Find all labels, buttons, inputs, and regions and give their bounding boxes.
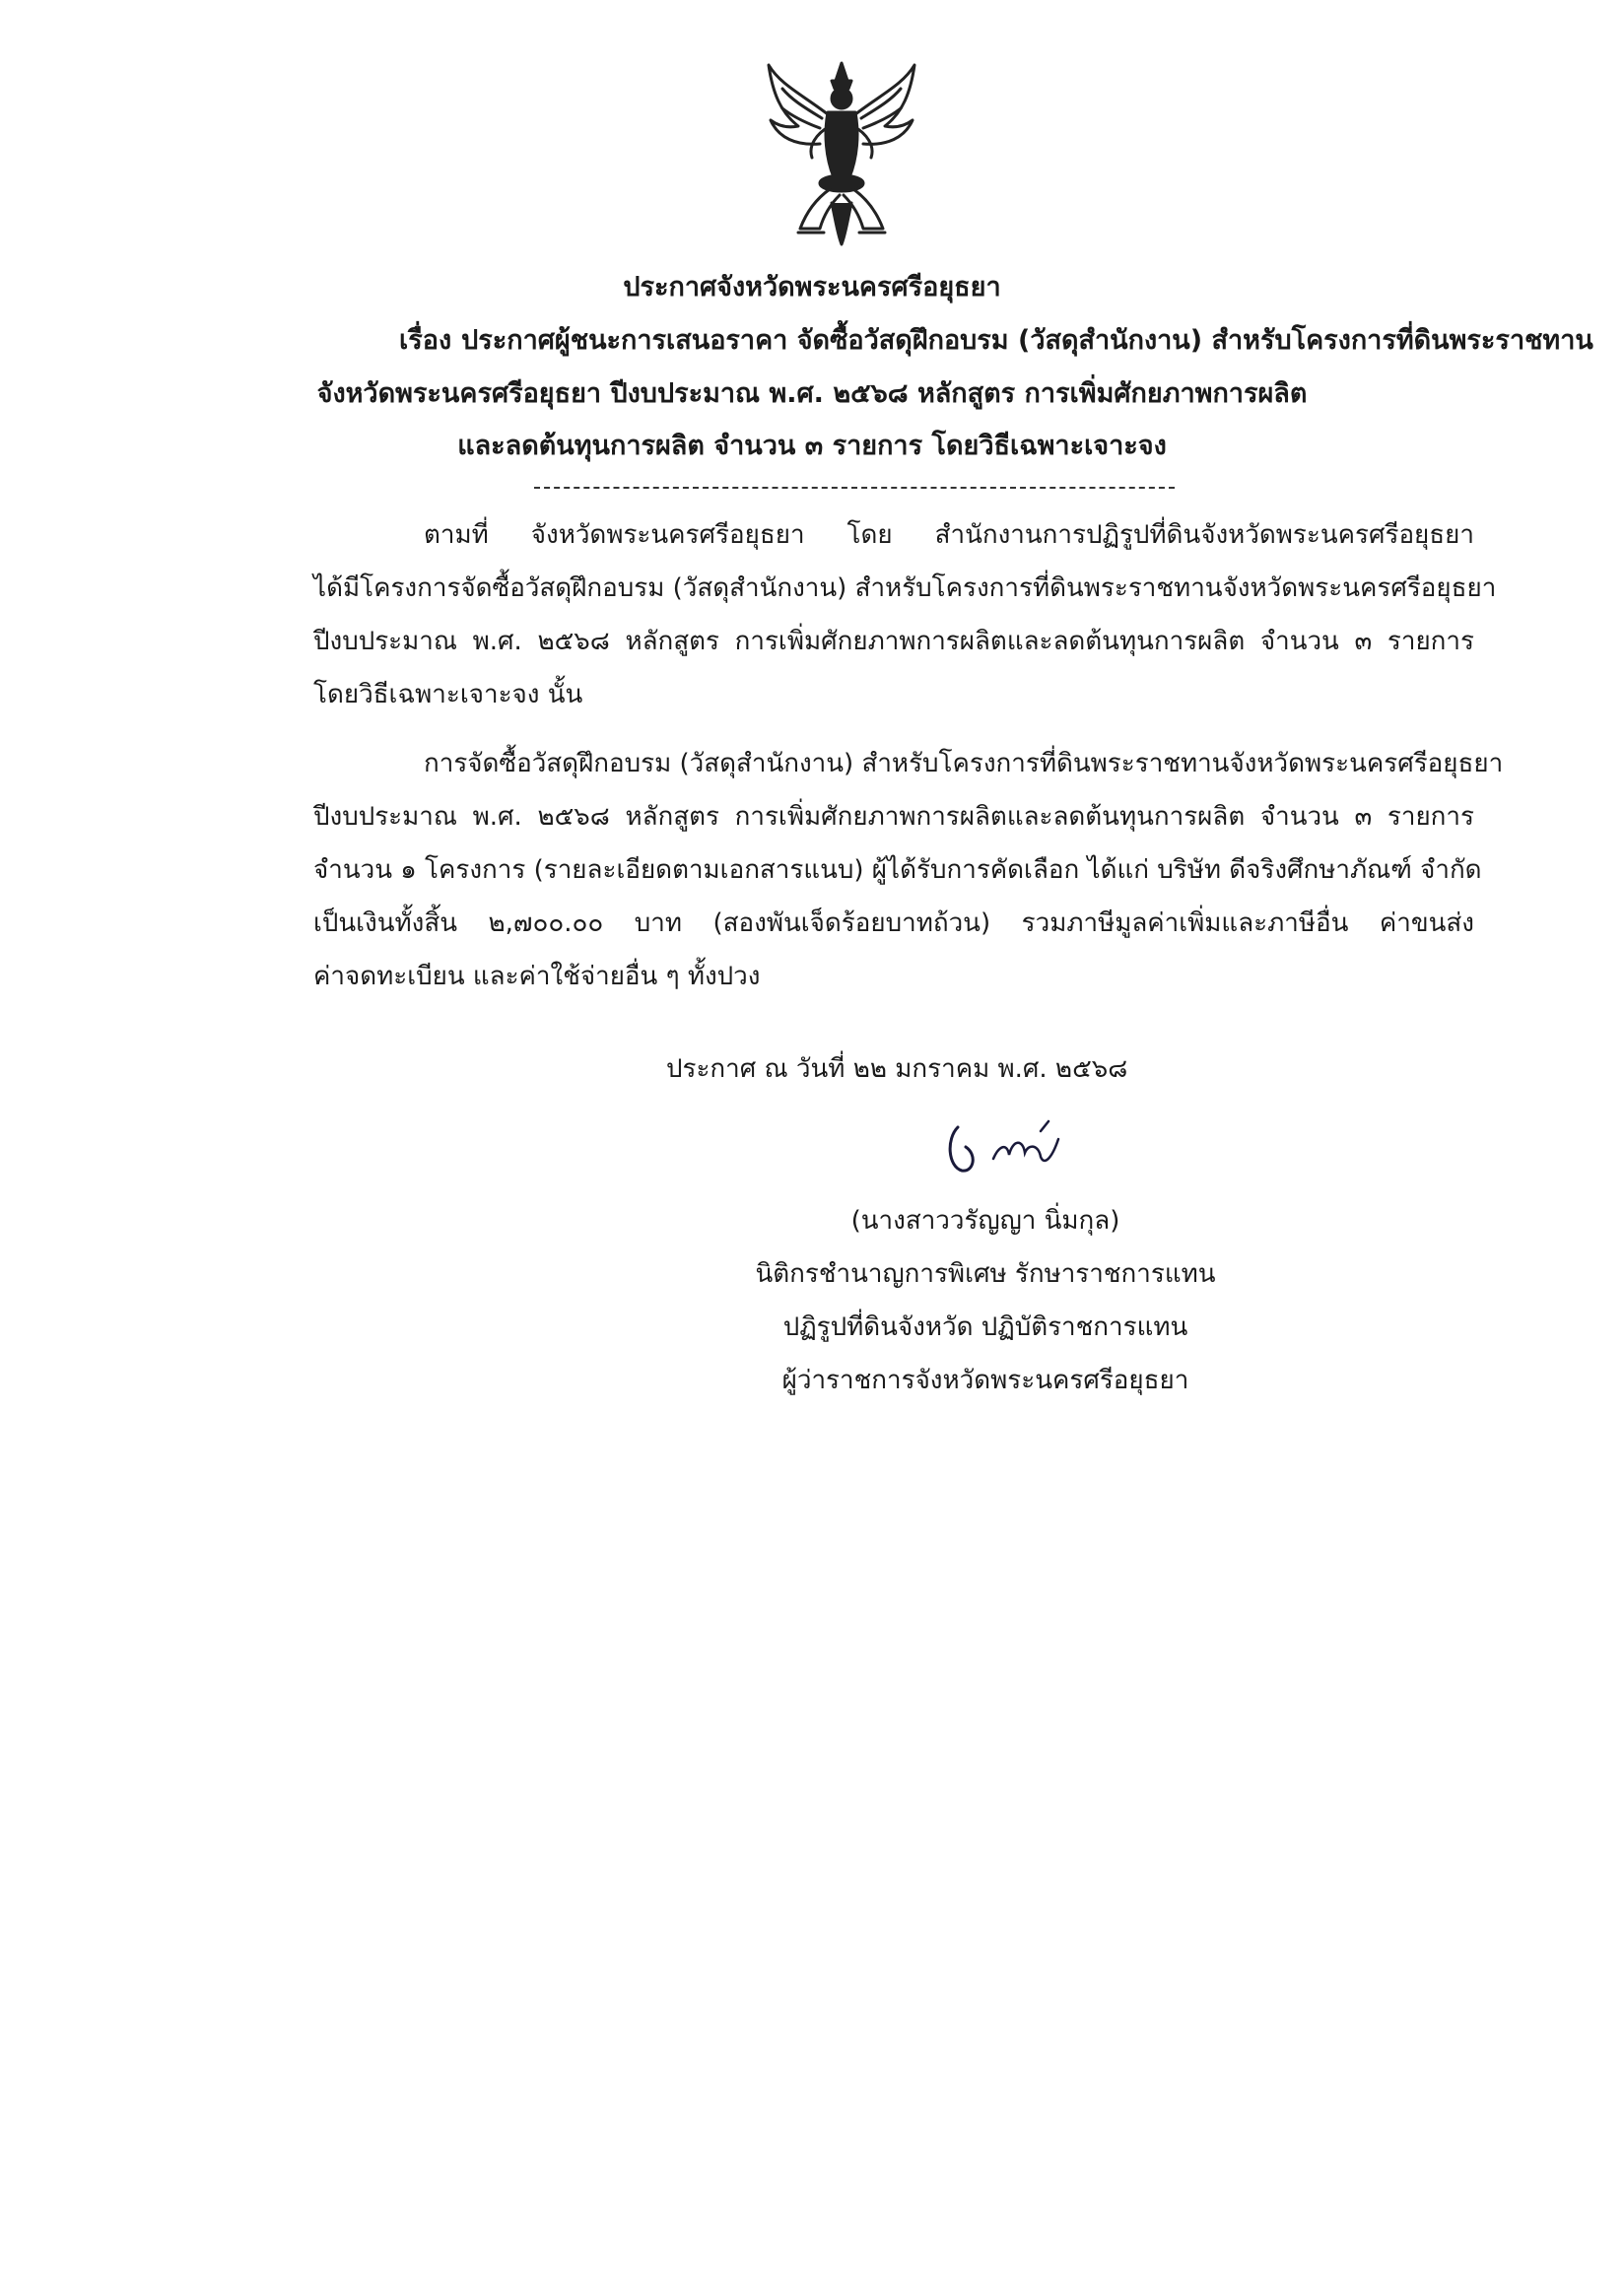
header-divider	[534, 487, 1175, 489]
paragraph2-line-2: ปีงบประมาณ พ.ศ. ๒๕๖๘ หลักสูตร การเพิ่มศักยภาพการผลิตและลดต้นทุนการผลิต จำนวน ๓ รายการ	[313, 802, 1474, 832]
subject-text-1: ประกาศผู้ชนะการเสนอราคา จัดซื้อวัสดุฝึกอบรม (วัสดุสำนักงาน) สำหรับโครงการที่ดินพระราชทาน	[461, 325, 1593, 356]
paragraph1-line-2: ได้มีโครงการจัดซื้อวัสดุฝึกอบรม (วัสดุสำนักงาน) สำหรับโครงการที่ดินพระราชทานจังหวัดพระนครศรีอยุธยา	[313, 573, 1497, 603]
paragraph2-line-3: จำนวน ๑ โครงการ (รายละเอียดตามเอกสารแนบ) ผู้ได้รับการคัดเลือก ได้แก่ บริษัท ดีจริงศึกษาภัณฑ์ จำกัด	[313, 855, 1482, 885]
garuda-emblem	[763, 55, 920, 248]
paragraph1-line-1: ตามที่ จังหวัดพระนครศรีอยุธยา โดย สำนักงานการปฏิรูปที่ดินจังหวัดพระนครศรีอยุธยา	[424, 520, 1474, 550]
document-subject-line-1	[399, 325, 1593, 357]
handwritten-signature	[944, 1109, 1072, 1188]
document-subject-line-2: จังหวัดพระนครศรีอยุธยา ปีงบประมาณ พ.ศ. ๒๕๖๘ หลักสูตร การเพิ่มศักยภาพการผลิต	[316, 378, 1308, 409]
paragraph1-line-3: ปีงบประมาณ พ.ศ. ๒๕๖๘ หลักสูตร การเพิ่มศักยภาพการผลิตและลดต้นทุนการผลิต จำนวน ๓ รายการ	[313, 627, 1474, 656]
subject-label: เรื่อง	[399, 325, 452, 356]
announce-date: ประกาศ ณ วันที่ ๒๒ มกราคม พ.ศ. ๒๕๖๘	[666, 1054, 1128, 1084]
document-subject-line-3: และลดต้นทุนการผลิต จำนวน ๓ รายการ โดยวิธีเฉพาะเจาะจง	[457, 431, 1167, 461]
paragraph2-line-5: ค่าจดทะเบียน และค่าใช้จ่ายอื่น ๆ ทั้งปวง	[313, 962, 761, 991]
paragraph1-line-4: โดยวิธีเฉพาะเจาะจง นั้น	[313, 680, 583, 709]
document-title: ประกาศจังหวัดพระนครศรีอยุธยา	[623, 272, 1001, 302]
signatory-position-3: ผู้ว่าราชการจังหวัดพระนครศรีอยุธยา	[781, 1366, 1189, 1395]
paragraph2-line-1: การจัดซื้อวัสดุฝึกอบรม (วัสดุสำนักงาน) สำหรับโครงการที่ดินพระราชทานจังหวัดพระนครศรีอยุธยา	[424, 749, 1504, 778]
paragraph2-line-4: เป็นเงินทั้งสิ้น ๒,๗๐๐.๐๐ บาท (สองพันเจ็ดร้อยบาทถ้วน) รวมภาษีมูลค่าเพิ่มและภาษีอื่น ค่าขนส่ง	[313, 908, 1474, 938]
signatory-position-2: ปฏิรูปที่ดินจังหวัด ปฏิบัติราชการแทน	[782, 1312, 1188, 1342]
signatory-name: (นางสาววรัญญา นิ่มกุล)	[850, 1206, 1120, 1236]
signatory-position-1: นิติกรชำนาญการพิเศษ รักษาราชการแทน	[755, 1259, 1216, 1289]
